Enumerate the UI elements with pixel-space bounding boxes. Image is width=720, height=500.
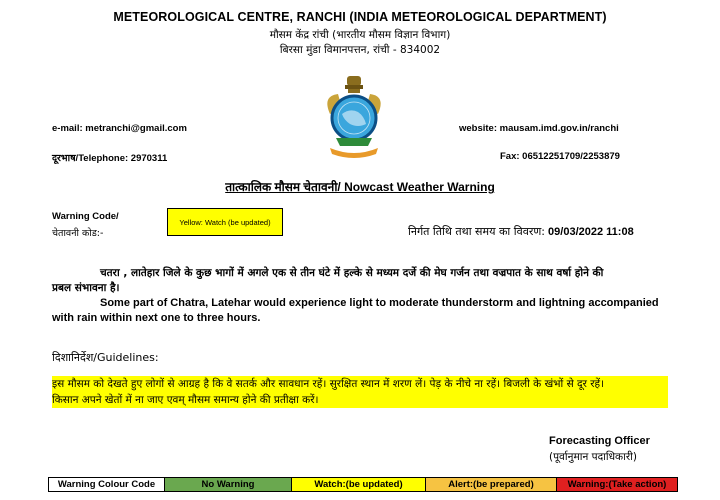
- warning-colour-code-bar: [48, 477, 678, 492]
- header-address-hi: बिरसा मुंडा विमानपत्तन, रांची - 834002: [279, 44, 441, 56]
- issue-label: निर्गत तिथि तथा समय का विवरण:: [408, 225, 545, 238]
- email-text: e-mail: metranchi@gmail.com: [52, 123, 187, 134]
- guidelines-box: [52, 376, 668, 408]
- colour-code-alert: Alert:(be prepared): [426, 478, 557, 491]
- website-text: website: mausam.imd.gov.in/ranchi: [459, 123, 619, 134]
- header-title-hi: मौसम केंद्र रांची (भारतीय मौसम विज्ञान विभाग): [269, 29, 451, 41]
- colour-code-label: Warning Colour Code: [49, 478, 165, 491]
- issue-time: [408, 224, 634, 239]
- colour-code-watch: Watch:(be updated): [292, 478, 426, 491]
- warning-code-badge: Yellow: Watch (be updated): [167, 208, 283, 236]
- header-title-en: METEOROLOGICAL CENTRE, RANCHI (INDIA METEOROLOGICAL DEPARTMENT): [113, 10, 607, 24]
- warning-title: तात्कालिक मौसम चेतावनी/ Nowcast Weather Warning: [225, 180, 495, 194]
- message-english-line1: Some part of Chatra, Latehar would experience light to moderate thunderstorm and lightning accompanied: [100, 297, 659, 309]
- warning-code-label-hi: चेतावनी कोड:-: [52, 228, 104, 239]
- message-hindi-line1: चतरा , लातेहार जिले के कुछ भागों में अगले एक से तीन घंटे में हल्के से मध्यम दर्जे की मेघ गर्जन तथा वज्रपात के साथ वर्षा होने की: [100, 267, 604, 279]
- signature-title-en: Forecasting Officer: [549, 435, 650, 447]
- fax-text: Fax: 06512251709/2253879: [500, 151, 620, 162]
- guidelines-line1: इस मौसम को देखते हुए लोगों से आग्रह है कि वे सतर्क और सावधान रहें। सुरक्षित स्थान में शरण लें। पेड़ के नीचे ना रहें। बिजली के खंभों से दूर रहें।: [52, 378, 605, 390]
- imd-emblem-icon: [318, 74, 390, 160]
- warning-code-label-en: Warning Code/: [52, 211, 119, 222]
- signature-title-hi: (पूर्वानुमान पदाधिकारी): [549, 451, 637, 463]
- guidelines-line2: किसान अपने खेतों में ना जाए एवम् मौसम समान्य होने की प्रतीक्षा करें।: [52, 394, 319, 406]
- message-english-line2: with rain within next one to three hours.: [52, 312, 261, 324]
- issue-value: 09/03/2022 11:08: [548, 226, 634, 238]
- telephone-text: दूरभाष/Telephone: 2970311: [52, 153, 168, 164]
- guidelines-label: दिशानिर्देश/Guidelines:: [52, 351, 159, 364]
- message-hindi-line2: प्रबल संभावना है।: [52, 282, 120, 294]
- colour-code-warning: Warning:(Take action): [557, 478, 677, 491]
- colour-code-no-warning: No Warning: [165, 478, 292, 491]
